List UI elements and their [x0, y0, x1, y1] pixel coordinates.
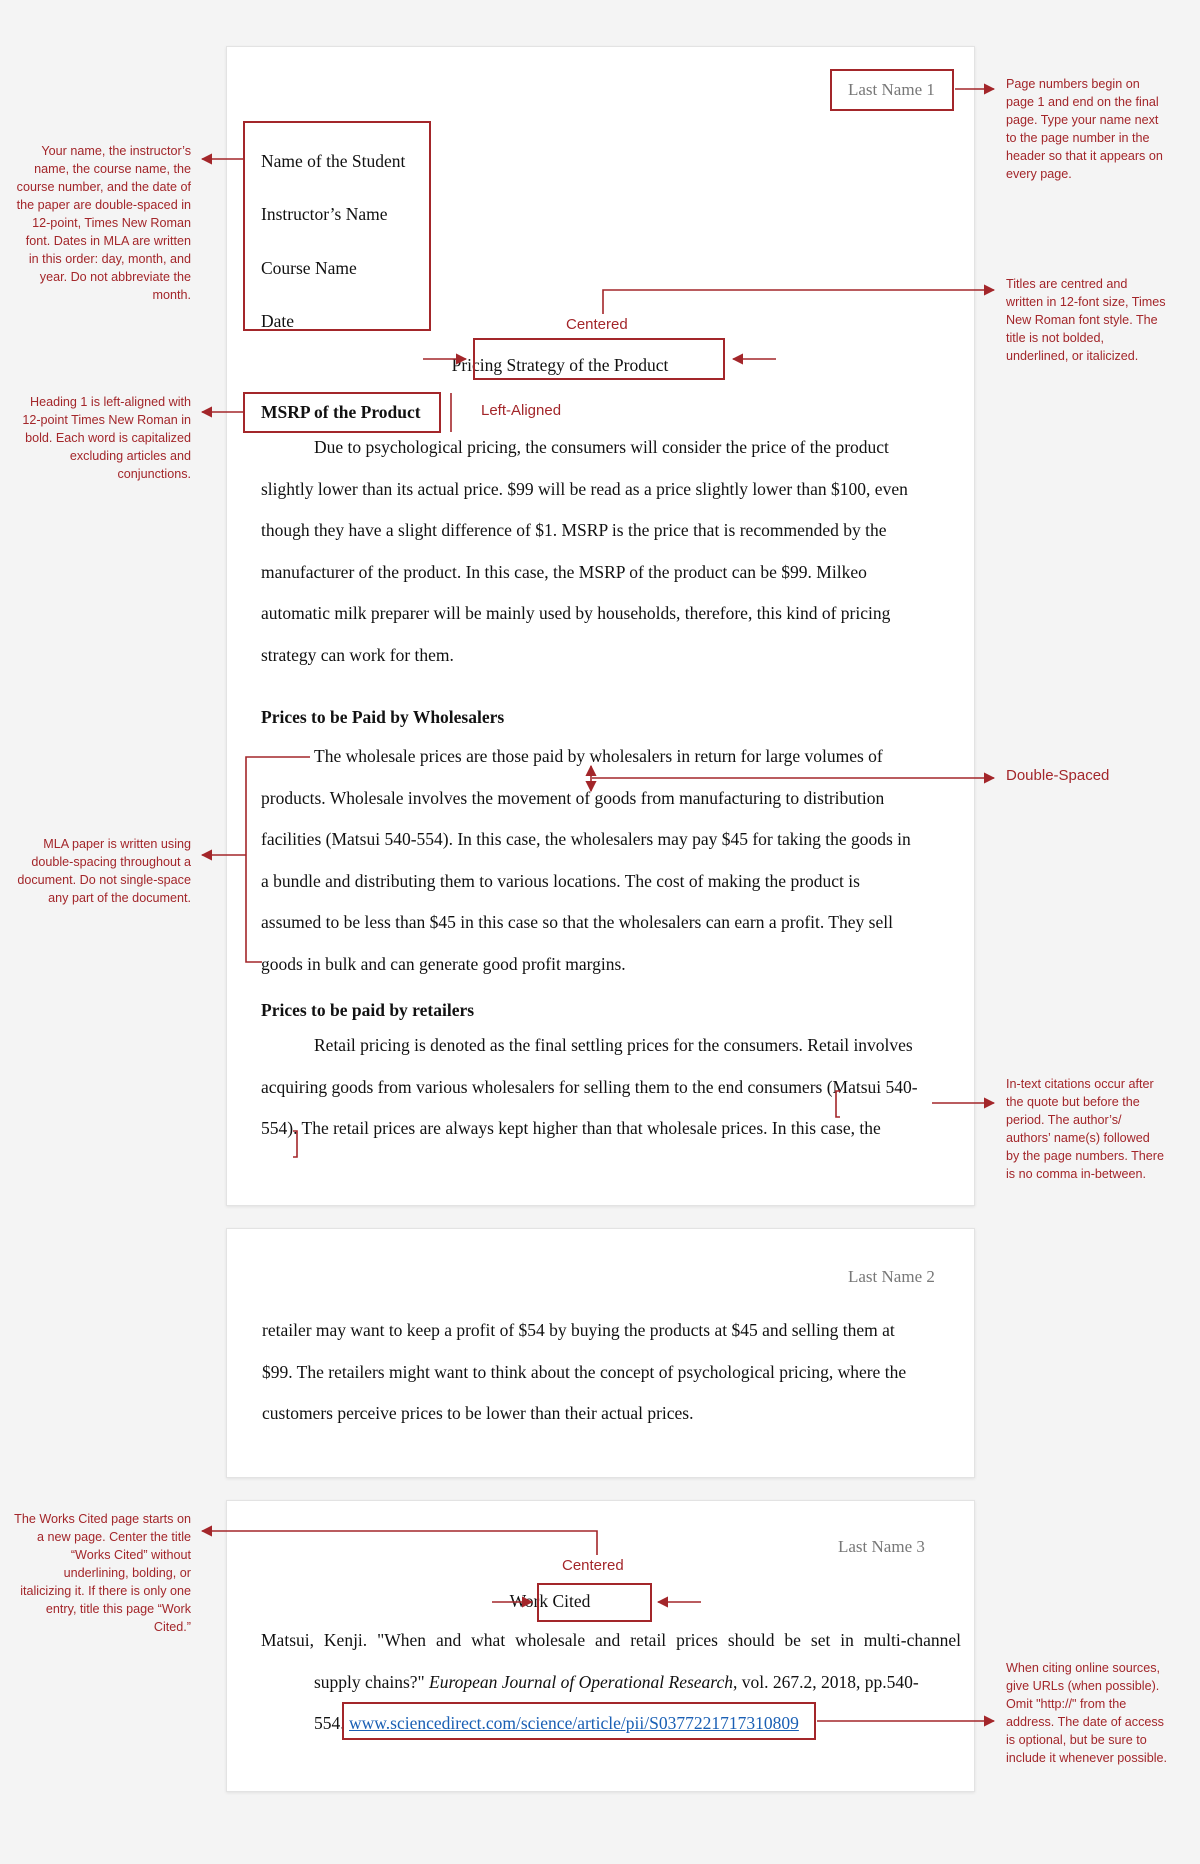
source-url-link[interactable]: www.sciencedirect.com/science/article/pii/S0377221717310809	[349, 1713, 799, 1733]
text-line: customers perceive prices to be lower than their actual prices.	[262, 1403, 694, 1423]
text-line: products. Wholesale involves the movement of goods from manufacturing to distribution	[261, 787, 885, 808]
text-line: strategy can work for them.	[261, 644, 454, 665]
annotation-double-spacing: MLA paper is written using double-spacing throughout a document. Do not single-space any part of the document.	[17, 837, 191, 905]
text-line: goods in bulk and can generate good profit margins.	[261, 953, 626, 974]
centered-label: Centered	[566, 316, 628, 333]
annotation-works-cited: The Works Cited page starts on a new page. Center the title “Works Cited” without underlining, bolding, or italicizing it. If there is only one entry, title this page “Work Cited.”	[14, 1512, 191, 1634]
journal-name: European Journal of Operational Research	[429, 1671, 733, 1692]
text-line: Retail pricing is denoted as the final settling prices for the consumers. Retail involves	[314, 1035, 913, 1055]
text-line: automatic milk preparer will be mainly used by households, therefore, this kind of pricing	[261, 603, 891, 623]
paragraph-continued	[262, 1310, 942, 1435]
text-line: 554. www.sciencedirect.com/science/article/pii/S0377221717310809	[314, 1713, 799, 1733]
text-line: Due to psychological pricing, the consumers will consider the price of the product	[314, 437, 889, 457]
date: Date	[261, 310, 295, 331]
left-aligned-label: Left-Aligned	[481, 402, 562, 419]
centered-label-2: Centered	[562, 1557, 624, 1574]
page-2	[226, 1228, 975, 1478]
text-line: 554). The retail prices are always kept higher than that wholesale prices. In this case, the	[261, 1118, 881, 1138]
paragraph-retailers	[261, 1025, 941, 1150]
course-name: Course Name	[261, 257, 357, 278]
citation-part-2: 554).	[261, 1118, 298, 1138]
heading-highlight-box	[243, 392, 441, 433]
student-info-highlight-box	[243, 121, 431, 331]
heading-wholesalers: Prices to be Paid by Wholesalers	[261, 707, 505, 727]
student-name: Name of the Student	[261, 151, 406, 171]
annotation-heading1: Heading 1 is left-aligned with 12-point Times New Roman in bold. Each word is capitalized excluding articles and conjunctions.	[22, 395, 191, 481]
instructor-name: Instructor’s Name	[261, 204, 388, 225]
text-line: supply chains?" European Journal of Operational Research, vol. 267.2, 2018, pp.540-	[314, 1671, 919, 1692]
text-line: a bundle and distributing them to various locations. The cost of making the product is	[261, 870, 860, 891]
url-highlight-box	[342, 1702, 816, 1740]
heading-retailers: Prices to be paid by retailers	[261, 1000, 475, 1020]
page-3	[226, 1500, 975, 1792]
header-highlight-box	[830, 69, 954, 111]
text-line: $99. The retailers might want to think about the concept of psychological pricing, where the	[262, 1361, 907, 1382]
annotation-page-numbers: Page numbers begin on page 1 and end on the final page. Type your name next to the page number in the header so that it appears on every page.	[1006, 77, 1163, 181]
annotation-citations: In-text citations occur after the quote but before the period. The author’s/ authors’ name(s) followed by the page numbers. There is no comma in-between.	[1006, 1077, 1164, 1181]
page-header-number: Last Name 2	[848, 1267, 935, 1286]
works-cited-title: Work Cited	[509, 1591, 591, 1611]
text-line: acquiring goods from various wholesalers for selling them to the end consumers (Matsui 540-	[261, 1076, 918, 1097]
annotation-student-info: Your name, the instructor’s name, the course name, the course number, and the date of the paper are double-spaced in 12-point, Times New Roman font. Dates in MLA are written in this order: day, month, and year. Do not abbreviate the month.	[16, 144, 191, 302]
page-header-number: Last Name 1	[848, 80, 935, 99]
double-spaced-label: Double-Spaced	[1006, 767, 1110, 784]
text-line: The wholesale prices are those paid by wholesalers in return for large volumes of	[314, 746, 883, 766]
paragraph-msrp	[261, 427, 941, 676]
page-header-number: Last Name 3	[838, 1537, 925, 1556]
text-line: slightly lower than its actual price. $99 will be read as a price slightly lower than $100, even	[261, 478, 908, 499]
text-line: Matsui, Kenji. "When and what wholesale and retail prices should be set in multi-channel	[261, 1630, 961, 1650]
text-line: assumed to be less than $45 in this case so that the wholesalers can earn a profit. They sell	[261, 912, 893, 932]
citation-part-1: (Matsui 540-	[826, 1076, 918, 1097]
text-line: retailer may want to keep a profit of $54 by buying the products at $45 and selling them at	[262, 1320, 895, 1340]
annotation-online-sources: When citing online sources, give URLs (when possible). Omit "http://" from the address. The date of access is optional, but be sure to include it whenever possible.	[1006, 1661, 1168, 1765]
text-line: facilities (Matsui 540-554). In this case, the wholesalers may pay $45 for taking the goods in	[261, 829, 911, 849]
text-line: manufacturer of the product. In this case, the MSRP of the product can be $99. Milkeo	[261, 561, 867, 582]
paper-title: Pricing Strategy of the Product	[451, 355, 669, 375]
title-highlight-box	[473, 338, 725, 380]
heading-1: MSRP of the Product	[261, 402, 421, 422]
works-cited-title-highlight-box	[537, 1583, 652, 1622]
annotation-titles: Titles are centred and written in 12-font size, Times New Roman font style. The title is not bolded, underlined, or italicized.	[1006, 277, 1166, 363]
paragraph-wholesalers	[261, 736, 941, 985]
text-line: though they have a slight difference of $1. MSRP is the price that is recommended by the	[261, 520, 887, 540]
